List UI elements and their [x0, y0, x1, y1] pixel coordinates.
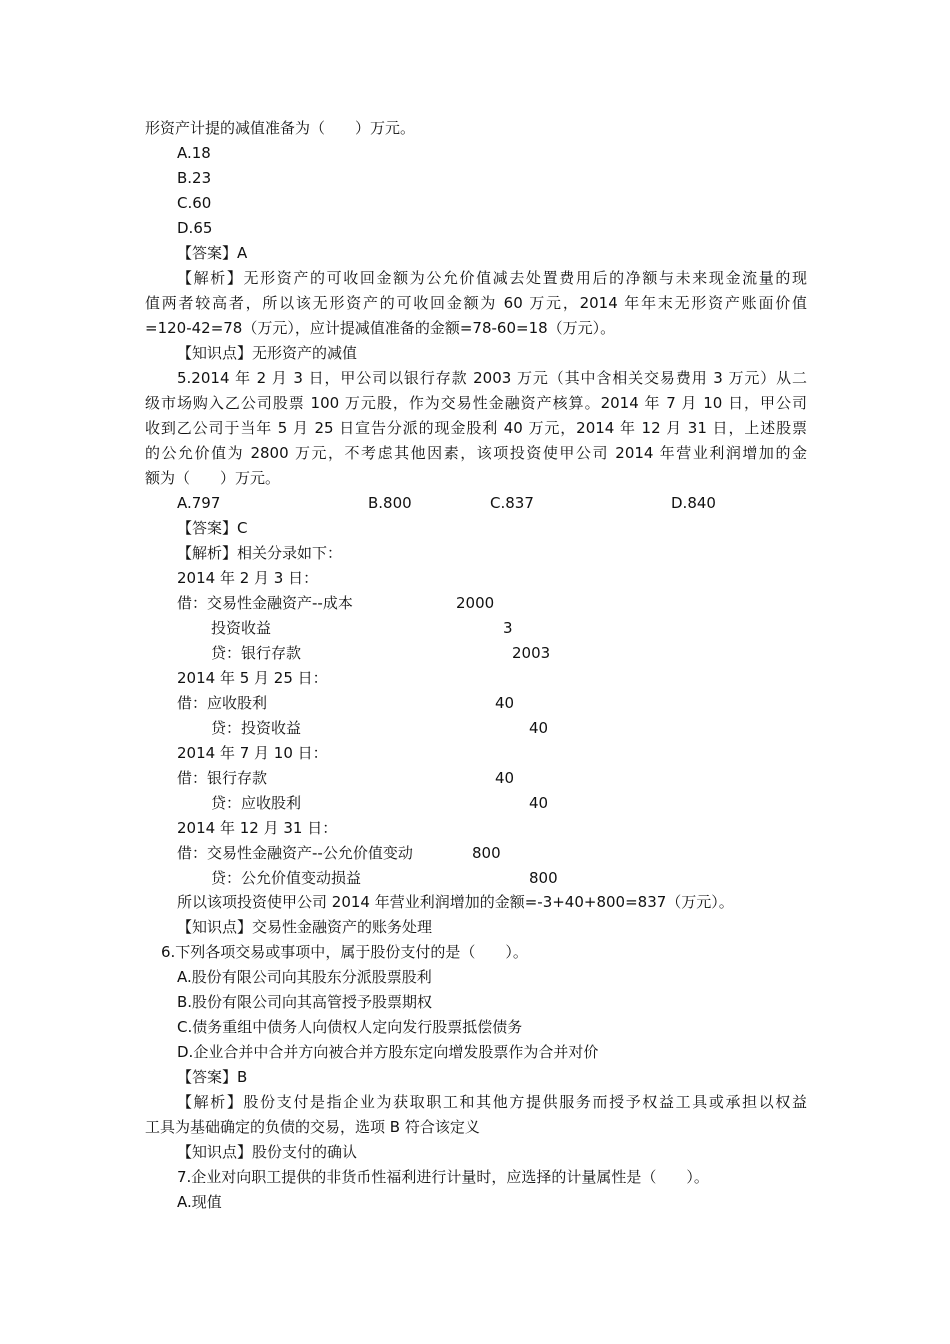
q6-answer: 【答案】B: [177, 1068, 248, 1086]
entry-1-debit-label: 借：交易性金融资产--成本: [177, 594, 353, 612]
q5-stem-line-5: 额为（ ）万元。: [145, 469, 281, 487]
q5-answer: 【答案】C: [177, 519, 248, 537]
q7-stem: 7.企业对向职工提供的非货币性福利进行计量时，应选择的计量属性是（ ）。: [177, 1168, 709, 1186]
entry-3-credit-label: 贷：应收股利: [211, 794, 302, 812]
q5-analysis-intro: 【解析】相关分录如下：: [177, 544, 343, 562]
q5-stem-line-1: 5.2014 年 2 月 3 日，甲公司以银行存款 2003 万元（其中含相关交易费用 3 万元）从二: [177, 369, 807, 387]
q4-analysis-line-3: =120-42=78（万元），应计提减值准备的金额=78-60=18（万元）。: [145, 319, 616, 337]
q6-option-c: C.债务重组中债务人向债权人定向发行股票抵偿债务: [177, 1018, 523, 1036]
q5-stem-line-2: 级市场购入乙公司股票 100 万元股，作为交易性金融资产核算。2014 年 7 月 10 日，甲公司: [145, 394, 807, 412]
entry-3-credit-amount: 40: [529, 794, 549, 812]
q6-knowledge-point: 【知识点】股份支付的确认: [177, 1143, 358, 1161]
q7-option-a: A.现值: [177, 1193, 222, 1211]
q5-option-c: C.837: [490, 494, 534, 512]
entry-1-debit2-amount: 3: [503, 619, 513, 637]
entry-4-credit-label: 贷：公允价值变动损益: [211, 869, 362, 887]
q4-analysis-line-2: 值两者较高者，所以该无形资产的可收回金额为 60 万元，2014 年年末无形资产账面价值: [145, 294, 807, 312]
q6-stem: 6.下列各项交易或事项中，属于股份支付的是（ ）。: [161, 943, 528, 961]
q4-knowledge-point: 【知识点】无形资产的减值: [177, 344, 358, 362]
entry-3-debit-label: 借：银行存款: [177, 769, 268, 787]
q4-option-c: C.60: [177, 194, 212, 212]
q4-option-d: D.65: [177, 219, 213, 237]
q5-knowledge-point: 【知识点】交易性金融资产的账务处理: [177, 918, 433, 936]
q4-analysis-line-1: 【解析】无形资产的可收回金额为公允价值减去处置费用后的净额与未来现金流量的现: [177, 269, 807, 287]
entry-4-debit-amount: 800: [472, 844, 501, 862]
q6-option-b: B.股份有限公司向其高管授予股票期权: [177, 993, 433, 1011]
entry-1-date: 2014 年 2 月 3 日：: [177, 569, 319, 587]
q6-analysis-line-2: 工具为基础确定的负债的交易，选项 B 符合该定义: [145, 1118, 480, 1136]
entry-3-date: 2014 年 7 月 10 日：: [177, 744, 328, 762]
q5-conclusion: 所以该项投资使甲公司 2014 年营业利润增加的金额=-3+40+800=837（万元）。: [177, 893, 734, 911]
entry-1-debit-amount: 2000: [456, 594, 495, 612]
entry-3-debit-amount: 40: [495, 769, 515, 787]
q5-stem-line-3: 收到乙公司于当年 5 月 25 日宣告分派的现金股利 40 万元，2014 年 12 月 31 日，上述股票: [145, 419, 807, 437]
entry-2-credit-label: 贷：投资收益: [211, 719, 302, 737]
q5-option-d: D.840: [671, 494, 716, 512]
entry-1-credit-label: 贷：银行存款: [211, 644, 302, 662]
entry-2-debit-amount: 40: [495, 694, 515, 712]
entry-2-debit-label: 借：应收股利: [177, 694, 268, 712]
entry-2-credit-amount: 40: [529, 719, 549, 737]
q5-option-b: B.800: [368, 494, 412, 512]
q5-stem-line-4: 的公允价值为 2800 万元，不考虑其他因素，该项投资使甲公司 2014 年营业利润增加的金: [145, 444, 807, 462]
q4-option-a: A.18: [177, 144, 211, 162]
q6-option-a: A.股份有限公司向其股东分派股票股利: [177, 968, 432, 986]
entry-4-date: 2014 年 12 月 31 日：: [177, 819, 338, 837]
entry-2-date: 2014 年 5 月 25 日：: [177, 669, 328, 687]
entry-1-credit-amount: 2003: [512, 644, 551, 662]
q5-option-a: A.797: [177, 494, 221, 512]
entry-1-debit2-label: 投资收益: [211, 619, 272, 637]
q6-analysis-line-1: 【解析】股份支付是指企业为获取职工和其他方提供服务而授予权益工具或承担以权益: [177, 1093, 807, 1111]
q6-option-d: D.企业合并中合并方向被合并方股东定向增发股票作为合并对价: [177, 1043, 599, 1061]
q4-stem-tail: 形资产计提的减值准备为（ ）万元。: [145, 119, 416, 137]
q4-option-b: B.23: [177, 169, 212, 187]
entry-4-debit-label: 借：交易性金融资产--公允价值变动: [177, 844, 413, 862]
entry-4-credit-amount: 800: [529, 869, 558, 887]
q4-answer: 【答案】A: [177, 244, 248, 262]
